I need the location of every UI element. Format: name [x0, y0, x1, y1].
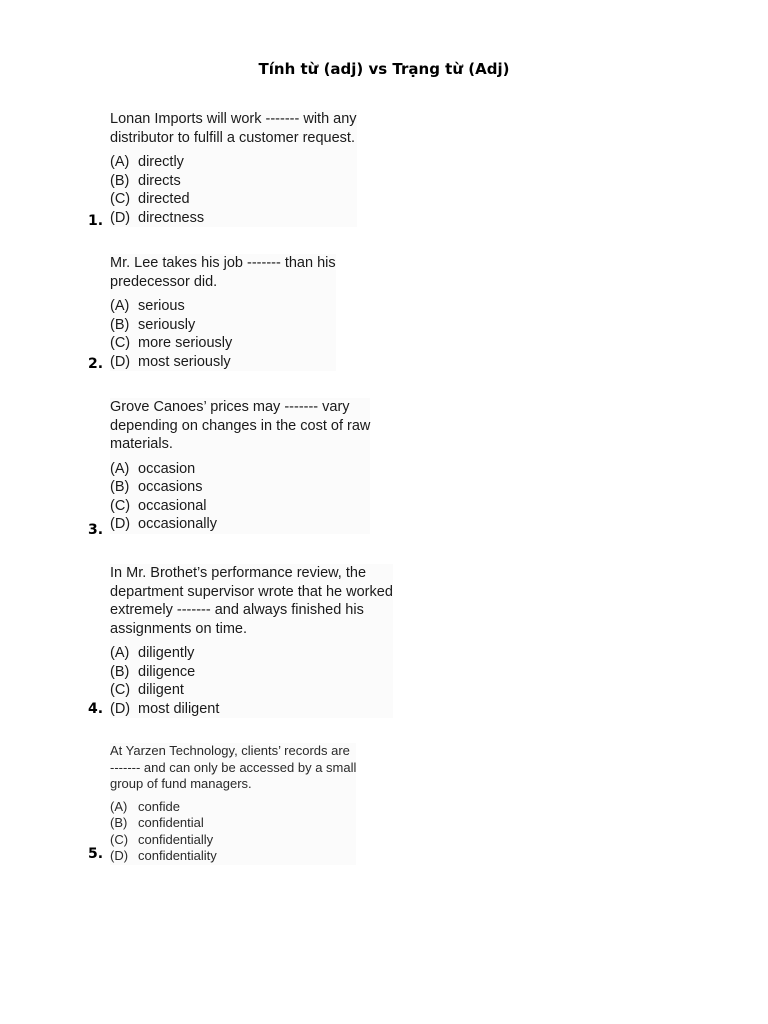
option-label: (B): [110, 663, 130, 680]
question-number: 3.: [88, 522, 104, 538]
option-text: occasion: [138, 460, 196, 477]
option-b[interactable]: [110, 663, 393, 682]
stem-line: depending on changes in the cost of raw: [110, 417, 371, 434]
option-text: occasions: [138, 479, 203, 495]
option-label: (D): [110, 353, 131, 370]
option-text: confidential: [138, 815, 204, 830]
option-a[interactable]: [110, 460, 370, 479]
question-stem: [110, 564, 393, 638]
option-label: (D): [110, 209, 131, 226]
option-label: (C): [110, 191, 131, 207]
option-label: (C): [110, 831, 129, 847]
stem-line: Lonan Imports will work ------- with any: [110, 111, 357, 127]
option-c[interactable]: [110, 681, 393, 700]
option-a[interactable]: [110, 799, 356, 816]
stem-line: In Mr. Brothet’s performance review, the: [110, 565, 367, 581]
question-number: 2.: [88, 356, 104, 372]
option-label: (B): [110, 479, 130, 495]
option-b[interactable]: [110, 172, 357, 191]
option-d[interactable]: [110, 353, 336, 372]
option-label: (D): [110, 700, 131, 717]
question-5: [110, 743, 356, 865]
option-label: (C): [110, 682, 131, 698]
option-text: occasionally: [138, 516, 217, 532]
option-label: (A): [110, 154, 130, 170]
stem-line: distributor to fulfill a customer request.: [110, 129, 355, 146]
question-stem: [110, 398, 370, 454]
option-text: most diligent: [138, 700, 220, 717]
option-text: confidentiality: [138, 848, 217, 863]
option-b[interactable]: [110, 478, 370, 497]
option-label: (A): [110, 645, 130, 661]
option-text: serious: [138, 298, 185, 314]
option-b[interactable]: [110, 815, 356, 832]
option-text: directly: [138, 154, 184, 170]
option-text: directed: [138, 191, 190, 207]
option-text: most seriously: [138, 353, 231, 370]
option-label: (B): [110, 316, 130, 333]
option-label: (B): [110, 172, 130, 189]
option-text: diligent: [138, 682, 184, 698]
option-a[interactable]: [110, 297, 336, 316]
option-text: more seriously: [138, 335, 233, 351]
option-label: (D): [110, 516, 131, 532]
option-a[interactable]: [110, 153, 357, 172]
stem-line: extremely ------- and always finished his: [110, 602, 364, 618]
option-text: confide: [138, 798, 180, 814]
page-title: Tính từ (adj) vs Trạng từ (Adj): [258, 60, 510, 78]
question-stem: [110, 110, 357, 147]
question-number: 5.: [88, 846, 104, 862]
option-c[interactable]: [110, 190, 357, 209]
stem-line: predecessor did.: [110, 273, 218, 290]
option-label: (C): [110, 335, 131, 351]
option-text: diligently: [138, 645, 195, 661]
stem-line: Mr. Lee takes his job ------- than his: [110, 255, 336, 271]
question-4: [110, 564, 393, 718]
stem-line: At Yarzen Technology, clients’ records are: [110, 743, 350, 758]
question-1: [110, 110, 357, 227]
option-label: (A): [110, 798, 128, 814]
option-label: (A): [110, 298, 130, 314]
question-number: 4.: [88, 701, 104, 717]
option-text: occasional: [138, 497, 207, 514]
option-label: (C): [110, 497, 131, 514]
option-c[interactable]: [110, 497, 370, 516]
option-label: (A): [110, 460, 130, 477]
option-d[interactable]: [110, 515, 370, 534]
option-text: directs: [138, 172, 181, 189]
option-a[interactable]: [110, 644, 393, 663]
stem-line: assignments on time.: [110, 620, 248, 637]
question-3: [110, 398, 370, 534]
option-c[interactable]: [110, 334, 336, 353]
question-stem: [110, 743, 356, 793]
option-d[interactable]: [110, 209, 357, 228]
stem-line: ------- and can only be accessed by a small: [110, 759, 357, 775]
question-stem: [110, 254, 336, 291]
option-b[interactable]: [110, 316, 336, 335]
question-2: [110, 254, 336, 371]
option-text: seriously: [138, 316, 196, 333]
option-label: (D): [110, 848, 129, 863]
option-text: diligence: [138, 663, 196, 680]
stem-line: group of fund managers.: [110, 776, 252, 791]
stem-line: department supervisor wrote that he worked: [110, 583, 393, 600]
option-d[interactable]: [110, 848, 356, 865]
question-number: 1.: [88, 213, 104, 229]
option-d[interactable]: [110, 700, 393, 719]
option-text: directness: [138, 209, 205, 226]
option-c[interactable]: [110, 832, 356, 849]
option-text: confidentially: [138, 831, 214, 847]
option-label: (B): [110, 815, 128, 830]
stem-line: Grove Canoes’ prices may ------- vary: [110, 399, 350, 415]
stem-line: materials.: [110, 436, 173, 452]
